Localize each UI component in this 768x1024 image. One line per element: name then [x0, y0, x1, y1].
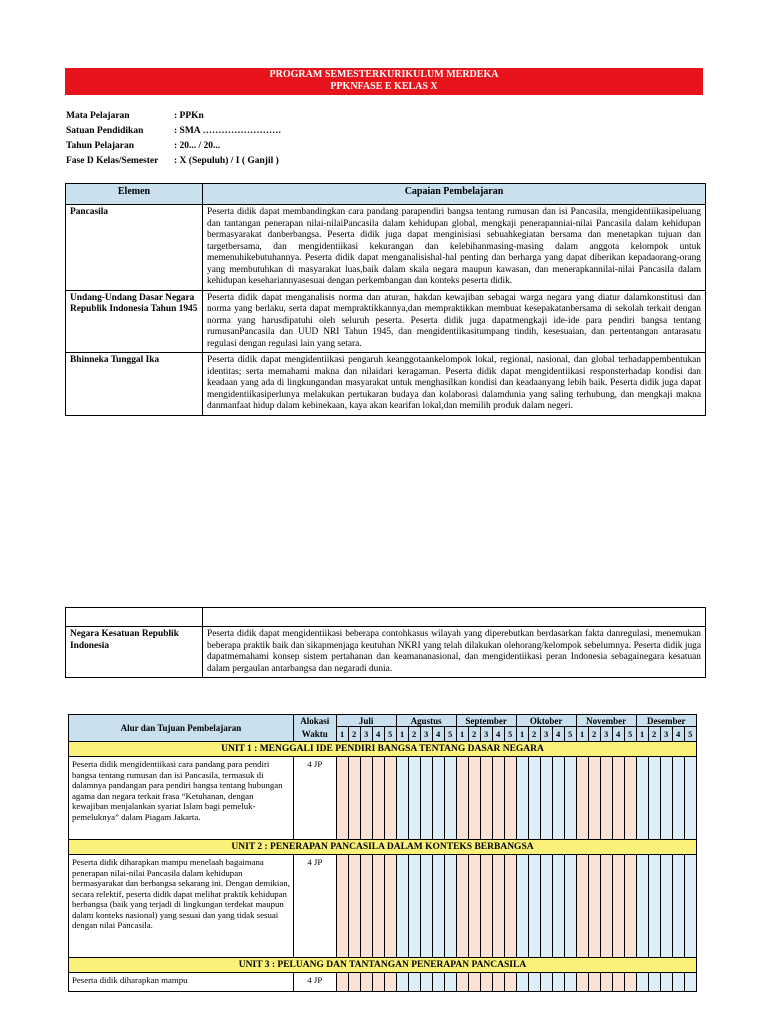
week-number-header: 5: [684, 727, 696, 742]
week-number-header: 2: [648, 727, 660, 742]
week-number-header: 5: [504, 727, 516, 742]
schedule-cell: [384, 757, 396, 840]
schedule-cell: [444, 973, 456, 992]
schedule-cell: [648, 757, 660, 840]
schedule-cell: [540, 757, 552, 840]
schedule-cell: [372, 757, 384, 840]
week-number-header: 3: [600, 727, 612, 742]
capaian-cell: Peserta didik dapat mengidentiikasi beberapa contohkasus wilayah yang diperebutkan berdasarkan fakta danregulasi, menemukan beberapa praktik baik dan sikapmenjaga keutuhan NKRI yang telah dilakukan olehorang/kelompok sebelumnya. Peserta didik juga dapatmemahami konsep sistem pertahanan dan keamananasional, dan mengidentiikasi peran Indonesia sebagainegara kesatuan dalam pergaulan antarbangsa dan negaradi dunia.: [203, 627, 706, 678]
week-number-header: 2: [408, 727, 420, 742]
schedule-cell: [672, 757, 684, 840]
schedule-cell: [432, 855, 444, 958]
schedule-cell: [468, 757, 480, 840]
col-header-alokasi: Alokasi Waktu: [293, 715, 336, 742]
unit-title: UNIT 1 : MENGGALI IDE PENDIRI BANGSA TENTANG DASAR NEGARA: [69, 742, 697, 757]
meta-value: : 20... / 20...: [174, 141, 221, 151]
atp-schedule-table: [68, 714, 697, 992]
schedule-cell: [684, 757, 696, 840]
schedule-cell: [540, 855, 552, 958]
week-number-header: 4: [372, 727, 384, 742]
alokasi-waktu: 4 JP: [293, 855, 336, 958]
schedule-cell: [492, 757, 504, 840]
schedule-cell: [540, 973, 552, 992]
schedule-cell: [444, 757, 456, 840]
week-number-header: 3: [360, 727, 372, 742]
meta-label: Fase D Kelas/Semester: [66, 156, 159, 166]
table-header-row: [66, 184, 706, 205]
schedule-cell: [552, 973, 564, 992]
schedule-cell: [624, 757, 636, 840]
month-header: November: [576, 715, 636, 727]
week-number-header: 4: [612, 727, 624, 742]
schedule-cell: [660, 973, 672, 992]
schedule-cell: [492, 855, 504, 958]
month-header: Juli: [336, 715, 396, 727]
table-row: [66, 353, 706, 416]
schedule-cell: [456, 855, 468, 958]
week-number-header: 1: [636, 727, 648, 742]
schedule-cell: [516, 973, 528, 992]
month-header-row: [69, 715, 697, 727]
schedule-cell: [492, 973, 504, 992]
schedule-cell: [648, 973, 660, 992]
meta-label: Satuan Pendidikan: [66, 126, 144, 136]
schedule-cell: [444, 855, 456, 958]
schedule-cell: [384, 973, 396, 992]
schedule-cell: [552, 757, 564, 840]
document-title-banner: [65, 68, 703, 95]
schedule-cell: [528, 973, 540, 992]
schedule-cell: [348, 855, 360, 958]
unit-title-row: [69, 840, 697, 855]
capaian-table-continued: [65, 607, 706, 678]
month-header: September: [456, 715, 516, 727]
week-number-header: 4: [552, 727, 564, 742]
schedule-cell: [636, 757, 648, 840]
alokasi-waktu: 4 JP: [293, 757, 336, 840]
unit-title-row: [69, 958, 697, 973]
week-number-header: 3: [480, 727, 492, 742]
table-row: [66, 290, 706, 353]
schedule-cell: [360, 973, 372, 992]
meta-label: Tahun Pelajaran: [66, 141, 135, 151]
month-header: Desember: [636, 715, 696, 727]
col-header-alur: Alur dan Tujuan Pembelajaran: [69, 715, 294, 742]
schedule-cell: [468, 855, 480, 958]
empty-cell: [66, 608, 203, 627]
schedule-cell: [684, 973, 696, 992]
schedule-cell: [516, 757, 528, 840]
schedule-cell: [600, 855, 612, 958]
schedule-cell: [612, 757, 624, 840]
schedule-cell: [360, 855, 372, 958]
col-header-capaian: Capaian Pembelajaran: [203, 184, 706, 205]
schedule-cell: [588, 757, 600, 840]
schedule-cell: [504, 855, 516, 958]
week-number-header: 1: [456, 727, 468, 742]
week-number-header: 5: [564, 727, 576, 742]
schedule-cell: [564, 973, 576, 992]
week-number-header: 4: [432, 727, 444, 742]
elemen-cell: Undang-Undang Dasar Negara Republik Indonesia Tahun 1945: [66, 290, 203, 353]
schedule-cell: [576, 757, 588, 840]
week-number-header: 3: [420, 727, 432, 742]
elemen-cell: Negara Kesatuan Republik Indonesia: [66, 627, 203, 678]
title-line-2: PPKNFASE E KELAS X: [330, 81, 438, 92]
empty-cell: [203, 608, 706, 627]
schedule-cell: [336, 757, 348, 840]
meta-value: : PPKn: [174, 111, 204, 121]
table-row: [69, 757, 697, 840]
week-number-header: 3: [660, 727, 672, 742]
schedule-cell: [396, 855, 408, 958]
schedule-cell: [624, 973, 636, 992]
schedule-cell: [504, 973, 516, 992]
schedule-cell: [672, 973, 684, 992]
schedule-cell: [396, 973, 408, 992]
schedule-cell: [672, 855, 684, 958]
schedule-cell: [684, 855, 696, 958]
week-number-header: 4: [672, 727, 684, 742]
schedule-cell: [660, 757, 672, 840]
month-header: Oktober: [516, 715, 576, 727]
col-header-elemen: Elemen: [66, 184, 203, 205]
schedule-cell: [612, 855, 624, 958]
week-number-header: 1: [336, 727, 348, 742]
schedule-cell: [372, 855, 384, 958]
schedule-cell: [396, 757, 408, 840]
capaian-table: [65, 183, 706, 416]
week-number-header: 2: [588, 727, 600, 742]
schedule-cell: [360, 757, 372, 840]
elemen-cell: Bhinneka Tunggal Ika: [66, 353, 203, 416]
week-number-header: 2: [528, 727, 540, 742]
capaian-cell: Peserta didik dapat menganalisis norma dan aturan, hakdan kewajiban sebagai warga negara yang diatur dalamkonstitusi dan norma yang berlaku, serta dapat mempraktikkannya,dan mempraktikkan membuat kesepakatanbersama di sekolah terkait dengan norma yang harusdipatuhi oleh seluruh peserta. Peserta didik juga dapatmengkaji ide-ide para pendiri bangsa tentang rumusanPancasila dan UUD NRI Tahun 1945, dan mengidentiikasitumpang tindih, kesesuaian, dan pertentangan antarasatu regulasi dengan regulasi lain yang setara.: [203, 290, 706, 353]
table-row: [66, 205, 706, 291]
schedule-cell: [612, 973, 624, 992]
schedule-cell: [516, 855, 528, 958]
schedule-cell: [576, 973, 588, 992]
schedule-cell: [480, 973, 492, 992]
month-header: Agustus: [396, 715, 456, 727]
schedule-cell: [432, 973, 444, 992]
schedule-cell: [588, 855, 600, 958]
schedule-cell: [408, 973, 420, 992]
schedule-cell: [420, 973, 432, 992]
capaian-cell: Peserta didik dapat membandingkan cara pandang parapendiri bangsa tentang rumusan dan isi Pancasila, mengidentiikasipeluang dan tantangan penerapan nilai-nilaiPancasila dalam kehidupan global, mengkaji penerapanniai-nilai Pancasila dalam kehidupan bermasyarakat danberbangsa. Peserta didik juga dapat menginisiasi sebuahkegiatan bersama dan menetapkan tujuan dan targetbersama, dan mengidentiikasi kekurangan dan kelebihanmasing-masing dalam anggota kelompok untuk memenuhikebutuhannya. Peserta didik dapat menganalisishal-hal penting dan berharga yang dapat diberikan kepadaorang-orang yang membutuhkan di masyarakat luas,baik dalam skala negara maupun kawasan, dan menerapkannilai-nilai Pancasila dalam kehidupan kesehariannyasesuai dengan perkembangan dan konteks peserta didik.: [203, 205, 706, 291]
schedule-cell: [660, 855, 672, 958]
schedule-cell: [420, 757, 432, 840]
schedule-cell: [564, 855, 576, 958]
schedule-cell: [600, 973, 612, 992]
table-row: [66, 627, 706, 678]
table-row: [69, 973, 697, 992]
schedule-cell: [348, 757, 360, 840]
week-number-header: 1: [576, 727, 588, 742]
alokasi-waktu: 4 JP: [293, 973, 336, 992]
schedule-cell: [564, 757, 576, 840]
week-number-header: 5: [444, 727, 456, 742]
week-number-header: 3: [540, 727, 552, 742]
schedule-cell: [480, 855, 492, 958]
schedule-cell: [372, 973, 384, 992]
week-number-header: 5: [384, 727, 396, 742]
meta-value: : SMA …………………….: [174, 126, 281, 136]
meta-row-class: [66, 156, 281, 171]
elemen-cell: Pancasila: [66, 205, 203, 291]
schedule-cell: [528, 757, 540, 840]
schedule-cell: [504, 757, 516, 840]
schedule-cell: [420, 855, 432, 958]
week-number-header: 1: [516, 727, 528, 742]
schedule-cell: [552, 855, 564, 958]
tujuan-description: Peserta didik diharapkan mampu: [69, 973, 294, 992]
schedule-cell: [384, 855, 396, 958]
schedule-cell: [636, 855, 648, 958]
schedule-cell: [624, 855, 636, 958]
capaian-cell: Peserta didik dapat mengidentiikasi pengaruh keanggotaankelompok lokal, regional, nasional, dan global terhadappembentukan identitas; serta memahami makna dan nilaidari keragaman. Peserta didik dapat mengidentiikasi responsterhadap kondisi dan keadaan yang ada di lingkungandan masyarakat untuk menghasilkan kondisi dan keadaanyang lebih baik. Peserta didik juga dapat mengidentiikasiperlunya melakukan pertukaran budaya dan kolaborasi dalamdunia yang saling terhubung, dan mengkaji makna danmanfaat hidup dalam kebinekaan, kaya akan kearifan lokal,dan memilih produk dalam negeri.: [203, 353, 706, 416]
tujuan-description: Peserta didik diharapkan mampu menelaah bagaimana penerapan nilai-nilai Pancasila dalam kehidupan bermasyarakat dan berbangsa sekarang ini. Dengan demikian, secara relektif, peserta didik dapat melihat praktik kehidupan berbangsa (baik yang terjadi di lingkungan terdekat maupun dalam konteks nasional) yang sesuai dan yang tidak sesuai dengan nilai Pancasila.: [69, 855, 294, 958]
week-number-header: 2: [468, 727, 480, 742]
meta-label: Mata Pelajaran: [66, 111, 130, 121]
week-number-header: 4: [492, 727, 504, 742]
schedule-cell: [336, 855, 348, 958]
tujuan-description: Peserta didik mengidentiikasi cara pandang para pendiri bangsa tentang rumusan dan isi Pancasila, termasuk di dalamnya pandangan para pendiri bangsa tentang hubungan agama dan negara terkait frasa “Ketuhanan, dengan kewajiban menjalankan syariat Islam bagi pemeluk-pemeluknya” dalam Piagam Jakarta.: [69, 757, 294, 840]
meta-row-school: [66, 126, 281, 141]
schedule-cell: [528, 855, 540, 958]
schedule-cell: [468, 973, 480, 992]
schedule-cell: [600, 757, 612, 840]
schedule-cell: [408, 855, 420, 958]
schedule-cell: [348, 973, 360, 992]
unit-title: UNIT 2 : PENERAPAN PANCASILA DALAM KONTEKS BERBANGSA: [69, 840, 697, 855]
identity-block: [66, 111, 281, 171]
week-number-header: 2: [348, 727, 360, 742]
schedule-cell: [456, 757, 468, 840]
schedule-cell: [408, 757, 420, 840]
schedule-cell: [480, 757, 492, 840]
table-row: [69, 855, 697, 958]
meta-row-year: [66, 141, 281, 156]
schedule-cell: [336, 973, 348, 992]
unit-title: UNIT 3 : PELUANG DAN TANTANGAN PENERAPAN PANCASILA: [69, 958, 697, 973]
schedule-cell: [636, 973, 648, 992]
unit-title-row: [69, 742, 697, 757]
meta-row-subject: [66, 111, 281, 126]
schedule-cell: [432, 757, 444, 840]
schedule-cell: [588, 973, 600, 992]
title-line-1: PROGRAM SEMESTERKURIKULUM MERDEKA: [269, 69, 499, 80]
meta-value: : X (Sepuluh) / I ( Ganjil ): [174, 156, 279, 166]
schedule-cell: [456, 973, 468, 992]
empty-row: [66, 608, 706, 627]
week-number-header: 5: [624, 727, 636, 742]
week-number-header: 1: [396, 727, 408, 742]
schedule-cell: [576, 855, 588, 958]
schedule-cell: [648, 855, 660, 958]
